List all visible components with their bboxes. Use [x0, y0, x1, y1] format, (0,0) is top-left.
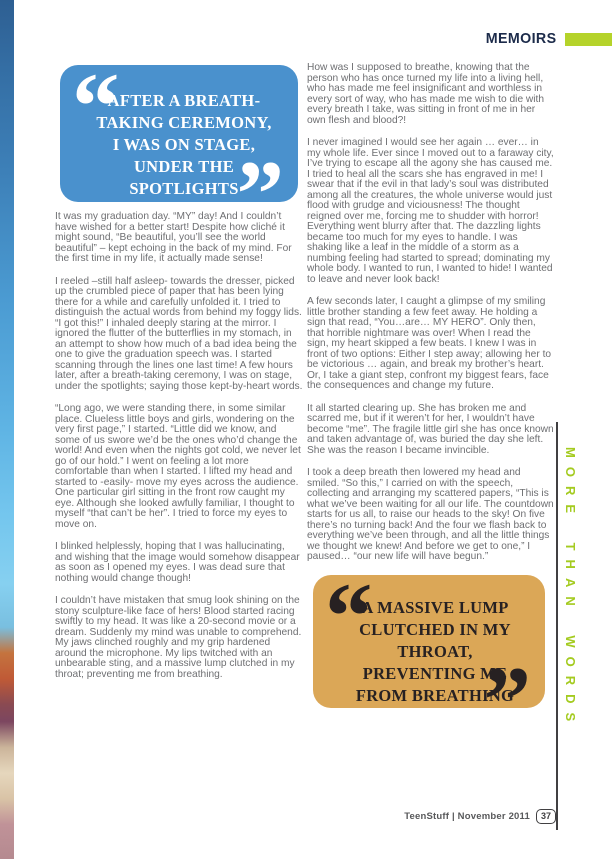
article-paragraph: It was my graduation day. “MY” day! And I couldn’t have wished for a better start! Despite how cliché it might sound, “Be beautiful, you’ll see the world beautiful” – kept echoing in the back of my mind. For the first time in my life, it actually made sense! [55, 211, 292, 264]
article-paragraph: It all started clearing up. She has broken me and scarred me, but if it weren’t for her, I wouldn’t have become “me”. The fragile little girl she has once known and taken advantage of, was buried the day she left. She was the reason I became invincible. [307, 402, 554, 456]
pull-quote-top-text: AFTER A BREATH-TAKING CEREMONY, I WAS ON STAGE, UNDER THE SPOTLIGHTS [96, 91, 272, 198]
page-number: 37 [536, 809, 556, 824]
close-quote-icon: ” [236, 141, 284, 247]
footer-credit: TeenStuff | November 2011 [404, 811, 530, 822]
article-right-paragraphs [307, 63, 555, 563]
vertical-divider [556, 422, 558, 830]
article-paragraph: I never imagined I would see her again … ever… in my whole life. Ever since I moved out to a faraway city, I’ve trying to escape all the agony she has caused me. I tried to heal all the scars she has engraved in me! I swear that if the evil in that lady’s soul was distributed among all the creatures, the whole universe would just flood with grudge and viciousness! The thought reigned over me, forcing me to shudder with horror! Everything went blurry after that. The dazzling lights became too much for my eyes to handle. I was shaking like a leaf in the middle of a storm as a numbing feeling had started to spread; dominating my whole body. I wanted to run, I wanted to hide! I wanted to leave and never look back! [307, 137, 554, 285]
article-paragraph: I reeled –still half asleep- towards the dresser, picked up the crumbled piece of paper that has been lying there for a while and carefully unfolded it. I tried to distinguish the actual words from behind my foggy lids. “I got this!” I inhaled deeply staring at the mirror. I ignored the flutter of the butterflies in my stomach, in an attempt to show how much of a bad idea being the one to give the graduation speech was. I started scanning through the lines one last time! A few hours later, after a breath-taking ceremony, I was on stage, under the spotlights; saying those kept-by-heart words. [55, 275, 303, 392]
open-quote-icon: “ [325, 562, 373, 669]
article-left-paragraphs [55, 212, 303, 680]
pull-quote-bottom [313, 562, 545, 753]
article-left-column [55, 53, 303, 692]
article-paragraph: I took a deep breath then lowered my head and smiled. “So this,” I carried on with the speech, collecting and arranging my scattered papers, “This is what we’ve been waiting for all our life. The countdown starts for us all, to raise our heads to the sky! On five there’s no turning back! And the four we flash back to everything we’ve been through, and all the little things we thought we knew! And before we get to one,” I paused… “our new life will have begun.” [307, 467, 554, 562]
article-paragraph: I blinked helplessly, hoping that I was hallucinating, and wishing that the image would somehow disappear as soon as I opened my eyes. I was dead sure that nothing would change though! [55, 541, 300, 584]
article-paragraph: A few seconds later, I caught a glimpse of my smiling little brother standing a few feet away. He holding a sign that read, “You…are… MY HERO”. Only then, that horrible nightmare was over! When I read the sign, my heart skipped a few beats. I knew I was in front of two options: Either I step away; allowing her to be victorious … again, and break my brother’s heart. Or, I take a giant step, confront my biggest fears, face the consequences and change my future. [307, 296, 552, 391]
close-quote-icon: ” [483, 646, 531, 753]
article-paragraph: I couldn’t have mistaken that smug look shining on the stony sculpture-like face of hers! Blood started racing swiftly to my head. It was like a 20-second movie or a dream. Suddenly my mind was unable to comprehend. My jaws clinched roughly and my grip hardened around the microphone. My lips twitched with an unbearable sting, and a massive lump clutched in my throat; preventing me from breathing. [55, 595, 302, 680]
article-paragraph: “Long ago, we were standing there, in some similar place. Clueless little boys and girls, wondering on the very first page,” I started. “Little did we know, and some of us swore we’d be the ones who’d change the world! And even when the nights got cold, we never let go of our hold.” I went on feeling a lot more comfortable than when I started. I lifted my head and started to -easily- move my eyes across the audience. One particular girl sitting in the front row caught my eye. Although she looked awfully familiar, I thought to myself “that can’t be her”. I tried to force my eyes to move on. [55, 403, 301, 530]
left-photo-strip [0, 0, 14, 859]
section-title: MEMOIRS [485, 30, 556, 47]
article-paragraph: How was I supposed to breathe, knowing that the person who has once turned my life into a living hell, who has made me feel insignificant and worthless in every sort of way, who has made me wish to die with every breath I take, was sitting in front of me in her own flesh and blood?! [307, 62, 545, 126]
article-right-column [307, 62, 555, 753]
open-quote-icon: “ [72, 53, 120, 159]
header-accent-bar [565, 33, 612, 46]
sidebar-vertical-title: MORE THAN WORDS [563, 447, 578, 731]
pull-quote-bottom-text: A MASSIVE LUMP CLUTCHED IN MY THROAT, PREVENTING ME FROM BREATHING [355, 597, 515, 705]
page-footer [0, 809, 556, 824]
